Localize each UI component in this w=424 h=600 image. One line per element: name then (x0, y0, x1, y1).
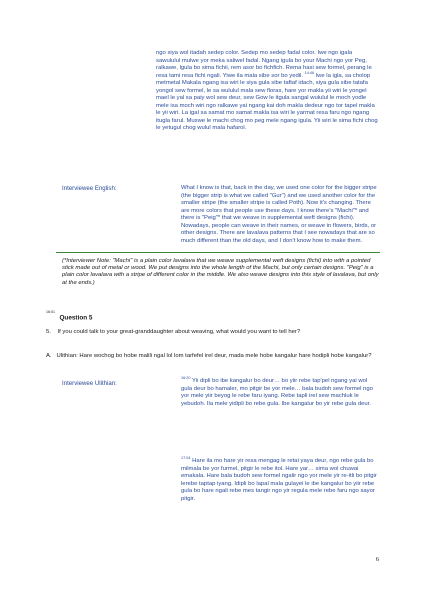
ulithian-continuation-paragraph (156, 50, 378, 133)
ulithian-continuation-text-a: ngo siya wol itadah sedep color. Sedep mo sedep fadal color. Iwe ngo igala sawululul mulwe yor meka saliwel fadal. Ngang igula bo your Machi ngo yor Peg, ralkawe, lgula bo sima fichii, rem asor bo fichfich. Rema hasi sew formel, perang le resa tami resa fichi ngali. Yiwe ila mala sibe sor bo yedil. (156, 50, 372, 79)
ulithian-answer-paragraph-1 (181, 378, 379, 408)
ulithian-question (46, 353, 378, 361)
question-body: If you could talk to your great-granddaughter about weaving, what would you want to tell her? (57, 329, 301, 335)
ulithian-continuation-text-b: lwe la igla, sa cholop metmetal Makala ngang isa wiri le siya gula sibe taftaf idach, siya gula sibe tatafa yongol sew formel, le sa wululul mala sew floras, hare yor makla yii wiri le yongel mael le yal sa paiy wol sew deur, sew Gow le itgula sangal wululul le moch yodle mele isa moch wiri ngo ralkawe yai ngang kai doh makla dedeur ngo tor tapel makla le yii wiri. La igal sa samat mo samat makla isa wiri le yarmat resa faru ngo ngang itugla farul. Muswe le machi chog mo peg mele ngang igula. Yii wiri le sima fichi chog le yetugul chog wulul mala hafarol. (156, 72, 378, 131)
ulithian-question-marker: A. (46, 353, 52, 359)
question-heading: Question 5 (59, 314, 93, 322)
section-divider (56, 252, 380, 253)
ulithian-answer-paragraph-2 (181, 458, 379, 503)
timestamp-1601: 16:01 (46, 310, 55, 314)
interviewee-english-label: Interviewee English: (62, 185, 117, 192)
question-heading-line (46, 308, 246, 322)
question-number: 5. (46, 329, 51, 335)
ulithian-question-text: Ulithian: Hare wochog bo hobe malili ngal lol lom tarfefel irel deur, mada mele hobe kangalur hare hodipli hobe kangalur? (56, 353, 372, 359)
ulithian-answer-text-2: Hare ila mo hare yir resa mengag le retai yaya deur, ngo rebe gula bo milmala be yor furmel, pitgir le rebe itol. Hare yar… sima wol chuwai emakala. Hare bala budoh sew formel ngalir ngo yor mele yir re-itli bo pitgir lerebe taptap iyang. Idipli bo lapal mala gulayei le ibe kangalur bo yiir rebe gula bo hare ngali rebe mes tangir ngo yir regula mele rebe faru ngo sayor pitgir. (181, 458, 377, 502)
timestamp-1446: 14:46 (304, 70, 315, 75)
page-number: 6 (375, 556, 379, 563)
timestamp-1620: 16:20 (181, 376, 191, 381)
ulithian-answer-text-1: Yii dipli bo ibe kangalur bo deur… bo yiir rebe tap'pel ngang yai wol gula deur bo hamaler, mo pitgir be yor mele… bala budoh sew formel ngo yor mele yiir beyog le rebe faru iyang. Rebe tapli irel sew machluk le yebudoh. Ila mele yidipli bo rebe gula. Ibe kangalur bo yir rebe gula deur. (181, 378, 373, 407)
question-text (46, 329, 378, 337)
interviewee-ulithian-label: Interviewee Ulithian: (62, 380, 117, 387)
interviewee-english-text: What I know is that, back in the day, we used one color for the bigger stripe (the bigger strip is what we called "Gur") and we used another color for the smaller stripe (the smaller stripe is called Poth). Now it's changing. There are more colors that people use these days. I know there's "Machi"* and there is "Peig"* that we weave in supplemental weft designs (fichi). Nowadays, people can weave in their names, or weave in flowers, birds, or other designs. There are lavalava patterns that I see nowadays that are so much different than the old days, and I don't know how to make them. (181, 185, 377, 244)
timestamp-1704: 17:04 (181, 456, 191, 461)
interviewer-note: (*Interviewer Note: "Machi" is a plain color lavalava that we weave supplemental weft designs (fichi) into with a pointed stick made out of metal or wood. We put designs into the whole length of the Machi, but only certain designs. "Peig" is a plain color lavalava with a stripe of different color in the middle. We also weave designs into this style of lavalava, but only at the ends.) (62, 258, 379, 286)
